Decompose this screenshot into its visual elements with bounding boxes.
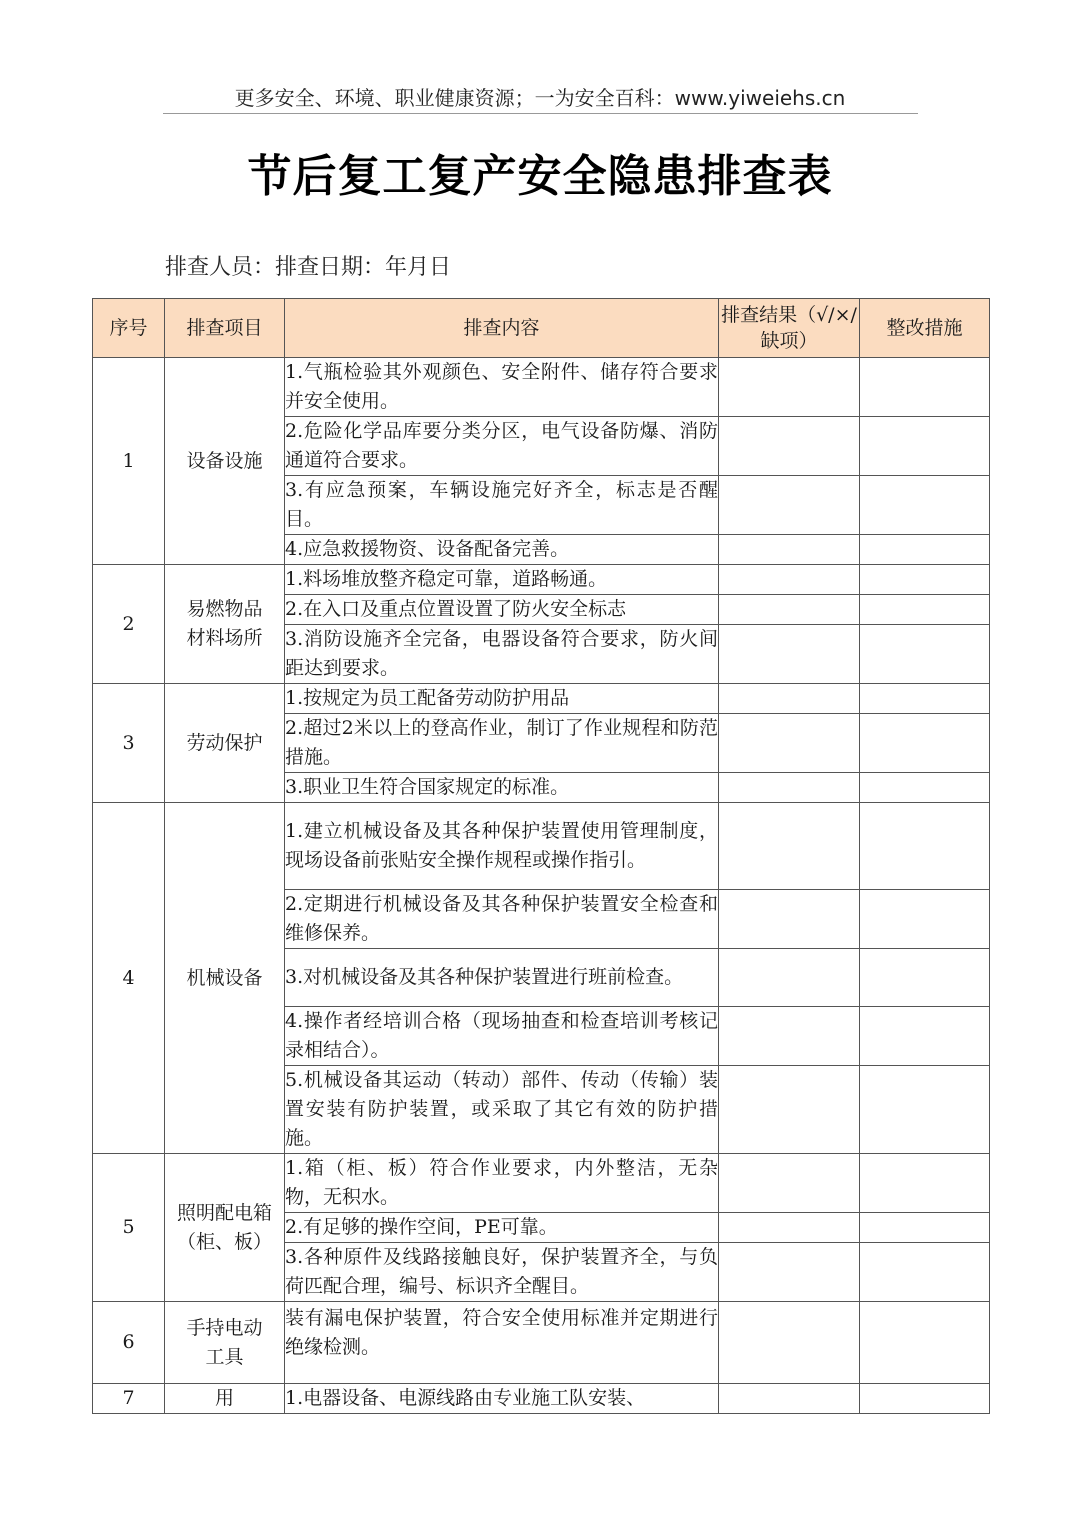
inspection-item: 用 [165, 1384, 285, 1414]
rectification-cell[interactable] [860, 625, 990, 684]
row-number: 2 [93, 565, 165, 684]
rectification-cell[interactable] [860, 714, 990, 773]
inspection-content: 3.对机械设备及其各种保护装置进行班前检查。 [285, 949, 719, 1007]
inspection-content: 3.职业卫生符合国家规定的标准。 [285, 773, 719, 803]
table-row [93, 565, 990, 595]
rectification-cell[interactable] [860, 358, 990, 417]
rectification-cell[interactable] [860, 1213, 990, 1243]
rectification-cell[interactable] [860, 773, 990, 803]
column-header-no: 序号 [93, 299, 165, 358]
result-cell[interactable] [719, 476, 860, 535]
inspection-content: 2.危险化学品库要分类分区，电气设备防爆、消防通道符合要求。 [285, 417, 719, 476]
table-header-row [93, 299, 990, 358]
inspection-content: 1.按规定为员工配备劳动防护用品 [285, 684, 719, 714]
inspection-item: 设备设施 [165, 358, 285, 565]
rectification-cell[interactable] [860, 1243, 990, 1302]
rectification-cell[interactable] [860, 803, 990, 890]
table-row [93, 358, 990, 417]
header-divider [163, 113, 918, 114]
result-cell[interactable] [719, 595, 860, 625]
inspection-content: 1.气瓶检验其外观颜色、安全附件、储存符合要求并安全使用。 [285, 358, 719, 417]
rectification-cell[interactable] [860, 684, 990, 714]
row-number: 5 [93, 1154, 165, 1302]
result-cell[interactable] [719, 565, 860, 595]
row-number: 1 [93, 358, 165, 565]
table-row [93, 803, 990, 890]
inspection-content: 装有漏电保护装置，符合安全使用标准并定期进行绝缘检测。 [285, 1302, 719, 1384]
result-cell[interactable] [719, 417, 860, 476]
inspection-item: 照明配电箱（柜、板） [165, 1154, 285, 1302]
inspection-content: 1.电器设备、电源线路由专业施工队安装、 [285, 1384, 719, 1414]
inspection-content: 3.消防设施齐全完备，电器设备符合要求，防火间距达到要求。 [285, 625, 719, 684]
inspection-content: 2.超过2米以上的登高作业，制订了作业规程和防范措施。 [285, 714, 719, 773]
result-cell[interactable] [719, 890, 860, 949]
result-cell[interactable] [719, 1007, 860, 1066]
table-row [93, 684, 990, 714]
result-cell[interactable] [719, 1213, 860, 1243]
inspection-table [92, 298, 990, 1414]
rectification-cell[interactable] [860, 1384, 990, 1414]
page-title: 节后复工复产安全隐患排查表 [247, 151, 833, 202]
row-number: 3 [93, 684, 165, 803]
rectification-cell[interactable] [860, 535, 990, 565]
inspection-content: 4.操作者经培训合格（现场抽查和检查培训考核记录相结合）。 [285, 1007, 719, 1066]
inspection-content: 2.定期进行机械设备及其各种保护装置安全检查和维修保养。 [285, 890, 719, 949]
inspection-content: 4.应急救援物资、设备配备完善。 [285, 535, 719, 565]
inspection-content: 2.在入口及重点位置设置了防火安全标志 [285, 595, 719, 625]
result-cell[interactable] [719, 1154, 860, 1213]
rectification-cell[interactable] [860, 1154, 990, 1213]
result-cell[interactable] [719, 803, 860, 890]
inspection-content: 2.有足够的操作空间，PE可靠。 [285, 1213, 719, 1243]
result-cell[interactable] [719, 684, 860, 714]
rectification-cell[interactable] [860, 476, 990, 535]
row-number: 7 [93, 1384, 165, 1414]
result-cell[interactable] [719, 535, 860, 565]
inspection-content: 5.机械设备其运动（转动）部件、传动（传输）装置安装有防护装置，或采取了其它有效的防护措施。 [285, 1066, 719, 1154]
rectification-cell[interactable] [860, 1007, 990, 1066]
inspection-item: 机械设备 [165, 803, 285, 1154]
inspection-item: 手持电动工具 [165, 1302, 285, 1384]
inspection-content: 1.料场堆放整齐稳定可靠，道路畅通。 [285, 565, 719, 595]
result-cell[interactable] [719, 1384, 860, 1414]
inspection-item: 易燃物品材料场所 [165, 565, 285, 684]
rectification-cell[interactable] [860, 417, 990, 476]
rectification-cell[interactable] [860, 565, 990, 595]
result-cell[interactable] [719, 358, 860, 417]
result-cell[interactable] [719, 1066, 860, 1154]
rectification-cell[interactable] [860, 890, 990, 949]
inspection-item: 劳动保护 [165, 684, 285, 803]
result-cell[interactable] [719, 1243, 860, 1302]
table-row [93, 1384, 990, 1414]
row-number: 4 [93, 803, 165, 1154]
rectification-cell[interactable] [860, 1066, 990, 1154]
table-row [93, 1154, 990, 1213]
result-cell[interactable] [719, 625, 860, 684]
rectification-cell[interactable] [860, 949, 990, 1007]
column-header-result: 排查结果（√/×/缺项） [719, 299, 860, 358]
row-number: 6 [93, 1302, 165, 1384]
inspection-content: 1.箱（柜、板）符合作业要求，内外整洁，无杂物，无积水。 [285, 1154, 719, 1213]
inspector-date-line: 排查人员：排查日期：年月日 [165, 255, 452, 280]
rectification-cell[interactable] [860, 1302, 990, 1384]
inspection-content: 3.有应急预案，车辆设施完好齐全，标志是否醒目。 [285, 476, 719, 535]
rectification-cell[interactable] [860, 595, 990, 625]
inspection-content: 3.各种原件及线路接触良好，保护装置齐全，与负荷匹配合理，编号、标识齐全醒目。 [285, 1243, 719, 1302]
result-cell[interactable] [719, 773, 860, 803]
column-header-item: 排查项目 [165, 299, 285, 358]
column-header-content: 排查内容 [285, 299, 719, 358]
result-cell[interactable] [719, 1302, 860, 1384]
column-header-rectification: 整改措施 [860, 299, 990, 358]
result-cell[interactable] [719, 949, 860, 1007]
site-banner: 更多安全、环境、职业健康资源；一为安全百科：www.yiweiehs.cn [234, 86, 846, 110]
table-row [93, 1302, 990, 1384]
inspection-content: 1.建立机械设备及其各种保护装置使用管理制度，现场设备前张贴安全操作规程或操作指引。 [285, 803, 719, 890]
result-cell[interactable] [719, 714, 860, 773]
